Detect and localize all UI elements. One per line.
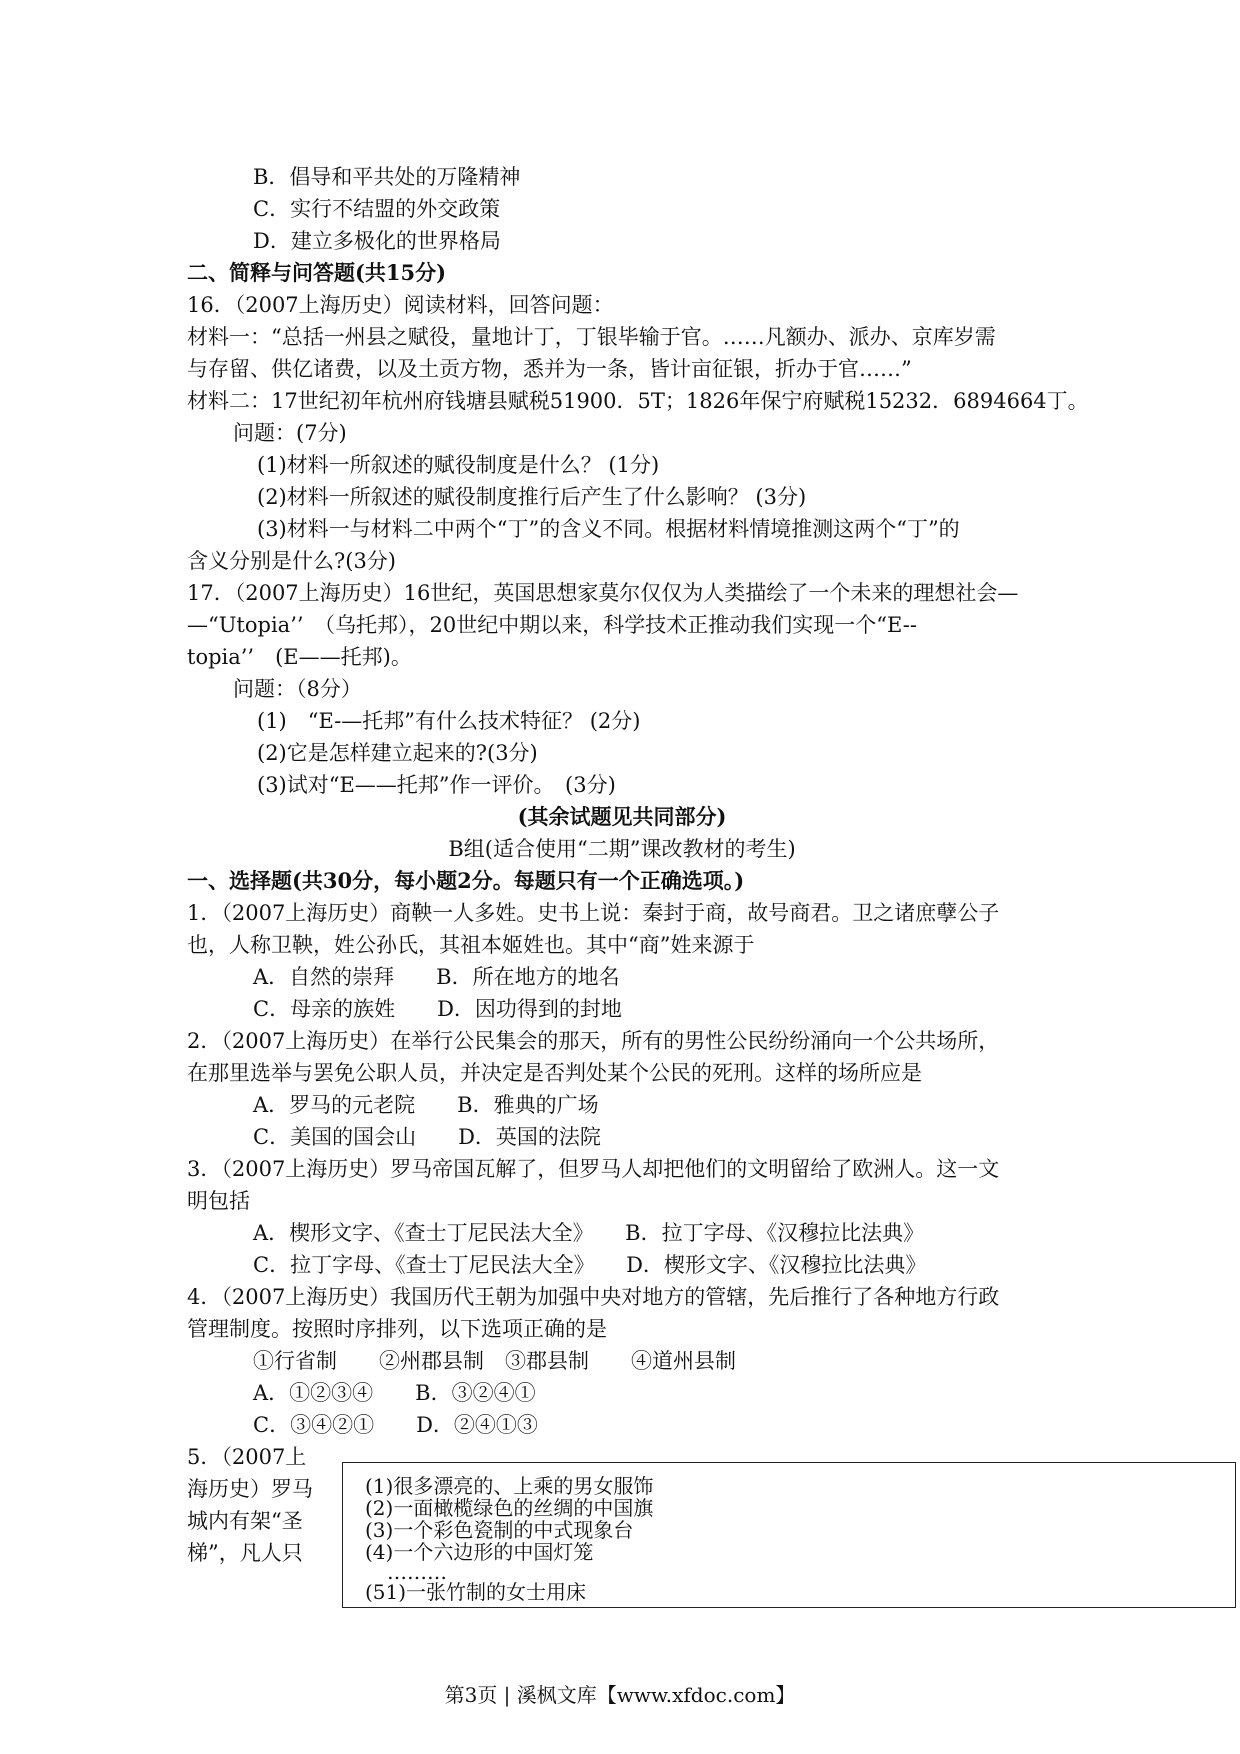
section-heading-1: 一、选择题(共30分，每小题2分。每题只有一个正确选项。): [187, 868, 745, 893]
material-box: [342, 1462, 1236, 1608]
q2-options-cd: C．美国的国会山 D．英国的法院: [253, 1125, 601, 1149]
question-3-line-1: 3．（2007上海历史）罗马帝国瓦解了，但罗马人却把他们的文明留给了欧洲人。这一文: [187, 1157, 1000, 1181]
question-1-line-2: 也，人称卫鞅，姓公孙氏，其祖本姬姓也。其中“商”姓来源于: [187, 933, 755, 957]
question-17-line-2: —“Utopia’’ （乌托邦），20世纪中期以来，科学技术正推动我们实现一个“E--: [187, 613, 917, 637]
q16-question-header: 问题：(7分): [233, 421, 347, 445]
box-item-4: (4)一个六边形的中国灯笼: [365, 1540, 594, 1564]
material-2: 材料二：17世纪初年杭州府钱塘县赋税51900．5T；1826年保宁府赋税15232．6894664丁。: [187, 389, 1089, 413]
q4-items: ①行省制 ②州郡县制 ③郡县制 ④道州县制: [253, 1349, 736, 1373]
section-heading-2: 二、简释与问答题(共15分): [187, 260, 447, 285]
question-5-line-4: 梯”，凡人只: [187, 1541, 303, 1565]
q17-sub-3: (3)试对“E——托邦”作一评价。 (3分): [257, 773, 616, 797]
material-1-line-1: 材料一：“总括一州县之赋役，量地计丁，丁银毕输于官。……凡额办、派办、京库岁需: [187, 325, 996, 349]
q17-question-header: 问题：（8分）: [233, 677, 362, 701]
question-2-line-1: 2．（2007上海历史）在举行公民集会的那天，所有的男性公民纷纷涌向一个公共场所，: [187, 1029, 1000, 1053]
q17-sub-1: (1) “E-—托邦”有什么技术特征？ (2分): [257, 709, 641, 733]
box-item-2: (2)一面橄榄绿色的丝绸的中国旗: [365, 1496, 654, 1520]
option-c: C．实行不结盟的外交政策: [253, 197, 501, 221]
q16-sub-3-cont: 含义分别是什么?(3分): [187, 549, 397, 573]
box-item-51: (51)一张竹制的女士用床: [365, 1580, 587, 1604]
material-1-line-2: 与存留、供亿诸费，以及土贡方物，悉并为一条，皆计亩征银，折办于官……”: [187, 357, 912, 381]
q1-options-ab: A．自然的崇拜 B．所在地方的地名: [253, 965, 620, 989]
q16-sub-3: (3)材料一与材料二中两个“丁”的含义不同。根据材料情境推测这两个“丁”的: [257, 517, 960, 541]
q17-sub-2: (2)它是怎样建立起来的?(3分): [257, 741, 538, 765]
box-item-3: (3)一个彩色瓷制的中式现象台: [365, 1518, 634, 1542]
group-b-title: B组(适合使用“二期”课改教材的考生): [448, 837, 796, 861]
question-17-line-1: 17．（2007上海历史）16世纪，英国思想家莫尔仅仅为人类描绘了一个未来的理想社会—: [187, 581, 1019, 605]
q1-options-cd: C．母亲的族姓 D．因功得到的封地: [253, 997, 622, 1021]
q3-options-cd: C．拉丁字母、《查士丁尼民法大全》 D．楔形文字、《汉穆拉比法典》: [253, 1253, 927, 1277]
question-5-line-1: 5．（2007上: [187, 1445, 307, 1469]
question-3-line-2: 明包括: [187, 1189, 250, 1213]
question-16: 16．（2007上海历史）阅读材料，回答问题：: [187, 293, 614, 317]
q3-options-ab: A．楔形文字、《查士丁尼民法大全》 B．拉丁字母、《汉穆拉比法典》: [253, 1221, 925, 1245]
question-1-line-1: 1．（2007上海历史）商鞅一人多姓。史书上说：秦封于商，故号商君。卫之诸庶孽公子: [187, 901, 1000, 925]
page-footer: 第3页 | 溪枫文库【www.xfdoc.com】: [444, 1683, 796, 1707]
q16-sub-2: (2)材料一所叙述的赋役制度推行后产生了什么影响？ (3分): [257, 485, 807, 509]
box-ellipsis: ………: [387, 1560, 447, 1584]
option-d: D．建立多极化的世界格局: [253, 229, 501, 253]
question-5-line-3: 城内有架“圣: [187, 1509, 303, 1533]
question-5-line-2: 海历史）罗马: [187, 1477, 313, 1501]
q16-sub-1: (1)材料一所叙述的赋役制度是什么？ (1分): [257, 453, 660, 477]
question-4-line-2: 管理制度。按照时序排列，以下选项正确的是: [187, 1317, 607, 1341]
question-4-line-1: 4．（2007上海历史）我国历代王朝为加强中央对地方的管辖，先后推行了各种地方行政: [187, 1285, 1000, 1309]
remaining-note: (其余试题见共同部分): [517, 804, 727, 829]
q4-options-cd: C．③④②① D．②④①③: [253, 1413, 538, 1437]
option-b: B．倡导和平共处的万隆精神: [253, 165, 521, 189]
q2-options-ab: A．罗马的元老院 B．雅典的广场: [253, 1093, 599, 1117]
question-2-line-2: 在那里选举与罢免公职人员，并决定是否判处某个公民的死刑。这样的场所应是: [187, 1061, 922, 1085]
q4-options-ab: A．①②③④ B．③②④①: [253, 1381, 536, 1405]
question-17-line-3: topia’’ (E——托邦)。: [187, 645, 412, 669]
box-item-1: (1)很多漂亮的、上乘的男女服饰: [365, 1474, 654, 1498]
